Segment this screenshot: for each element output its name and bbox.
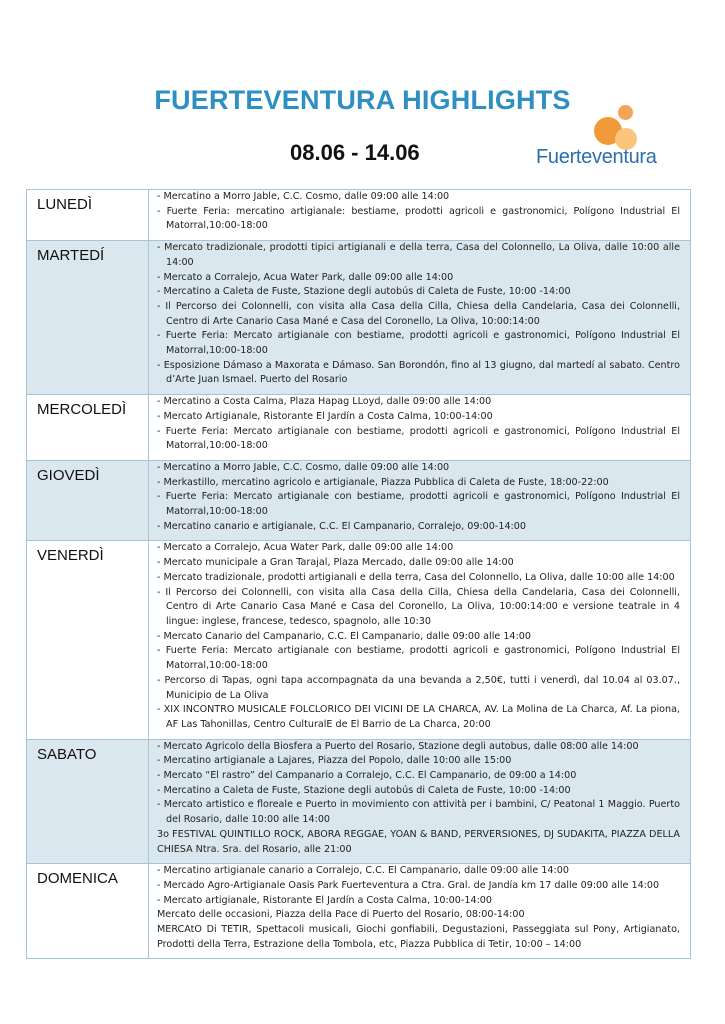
fuerteventura-logo — [532, 103, 692, 173]
day-row — [27, 739, 691, 864]
event-item: - Mercato a Corralejo, Acua Water Park, dalle 09:00 alle 14:00 — [157, 542, 454, 554]
event-item: 3o FESTIVAL QUINTILLO ROCK, ABORA REGGAE, YOAN & BAND, PERVERSIONES, DJ SUDAKITA, PIAZZA DELLA CHIESA Ntra. Sra. del Rosario, alle 21:00 — [157, 828, 680, 855]
day-name: SABATO — [27, 739, 149, 864]
event-item: - Fuerte Feria: Mercato artigianale con bestiame, prodotti agricoli e gastronomici, Polígono Industrial El Matorral,10:00-18:00 — [157, 491, 680, 518]
event-item: - Mercatino artigianale a Lajares, Piazza del Popolo, dalle 10:00 alle 15:00 — [157, 755, 512, 767]
event-item: - Mercato municipale a Gran Tarajal, Plaza Mercado, dalle 09:00 alle 14:00 — [157, 557, 514, 569]
day-name: GIOVEDÌ — [27, 460, 149, 541]
day-row — [27, 241, 691, 395]
event-item: - Mercato Canario del Campanario, C.C. El Campanario, dalle 09:00 alle 14:00 — [157, 630, 531, 642]
event-item: - Mercato tradizionale, prodotti artigianali e della terra, Casa del Colonnello, La Oliva, dalle 10:00 alle 14:00 — [157, 571, 675, 583]
day-row — [27, 460, 691, 541]
day-name: LUNEDÌ — [27, 190, 149, 241]
event-item: - Mercatino a Morro Jable, C.C. Cosmo, dalle 09:00 alle 14:00 — [157, 191, 450, 202]
event-item: - Mercatino artigianale canario a Corralejo, C.C. El Campanario, dalle 09:00 alle 14:00 — [157, 865, 569, 877]
day-events — [149, 460, 691, 541]
day-events — [149, 241, 691, 395]
event-item: - Esposizione Dámaso a Maxorata e Dámaso. San Borondón, fino al 13 giugno, dal martedí al sabato. Centro d’Arte Juan Ismael. Puerto del Rosario — [157, 359, 680, 386]
logo-wordmark: Fuerteventura — [536, 146, 657, 168]
logo-small-dot-icon — [618, 105, 633, 120]
day-row — [27, 864, 691, 959]
event-item: - Mercato “El rastro” del Campanario a Corralejo, C.C. El Campanario, de 09:00 a 14:00 — [157, 770, 577, 782]
event-item: - Fuerte Feria: mercatino artigianale: bestiame, prodotti agricoli e gastronomici, Polígono Industrial El Matorral,10:00-18:00 — [157, 205, 680, 232]
event-item: - Mercato Agricolo della Biosfera a Puerto del Rosario, Stazione degli autobus, dalle 08:00 alle 14:00 — [157, 740, 639, 752]
day-events — [149, 864, 691, 959]
event-item: - Mercatino canario e artigianale, C.C. El Campanario, Corralejo, 09:00-14:00 — [157, 520, 526, 532]
event-item: - Mercado Agro-Artigianale Oasis Park Fuerteventura a Ctra. Gral. de Jandía km 17 dalle 09:00 alle 14:00 — [157, 879, 660, 891]
event-item: MERCAtO Di TETIR, Spettacoli musicali, Giochi gonfiabili, Degustazioni, Passeggiata sul Pony, Artigianato, Prodotti della Terra, Estrazione della Tombola, etc, Piazza Pubblica di Tetir, 10:00 – 14:00 — [157, 924, 680, 950]
event-item: Mercato delle occasioni, Piazza della Pace di Puerto del Rosario, 08:00-14:00 — [157, 909, 525, 921]
page-title: FUERTEVENTURA HIGHLIGHTS — [154, 85, 571, 115]
event-item: - Mercato tradizionale, prodotti tipici artigianali e della terra, Casa del Colonnello, La Oliva, dalle 10:00 alle 14:00 — [157, 242, 680, 268]
day-row — [27, 541, 691, 739]
event-item: - Il Percorso dei Colonnelli, con visita alla Casa della Cilla, Chiesa della Candelaria, Casa dei Colonnelli, Centro di Arte Canario Casa Mané e Casa del Coronello, La Oliva, 10:00:14:00 e versione teatrale in 4 lingue: inglese, francese, tedesco, spagnolo, alle 10:30 — [157, 586, 680, 627]
event-item: - Mercato artistico e floreale e Puerto in movimiento con attività per i bambini, C/ Peatonal 1 Maggio. Puerto del Rosario, dalle 10:00 alle 14:00 — [157, 799, 680, 826]
event-item: - Fuerte Feria: Mercato artigianale con bestiame, prodotti agricoli e gastronomici, Polígono Industrial El Matorral,10:00-18:00 — [157, 645, 680, 672]
day-row — [27, 395, 691, 461]
event-item: - Mercatino a Morro Jable, C.C. Cosmo, dalle 09:00 alle 14:00 — [157, 461, 450, 473]
day-events — [149, 739, 691, 864]
day-row — [27, 190, 691, 241]
event-item: - Mercatino a Costa Calma, Plaza Hapag LLoyd, dalle 09:00 alle 14:00 — [157, 396, 492, 408]
event-item: - Merkastillo, mercatino agricolo e artigianale, Piazza Pubblica di Caleta de Fuste, 18:00-22:00 — [157, 476, 609, 488]
day-events — [149, 190, 691, 241]
date-range: 08.06 - 14.06 — [290, 140, 420, 165]
event-item: - Mercato a Corralejo, Acua Water Park, dalle 09:00 alle 14:00 — [157, 271, 454, 283]
event-item: - XIX INCONTRO MUSICALE FOLCLORICO DEI VICINI DE LA CHARCA, AV. La Molina de La Charca, Af. La piona, AF Las Tahonillas, Centro CulturalE de El Barrio de La Charca, 20:00 — [157, 704, 680, 730]
event-item: - Mercatino a Caleta de Fuste, Stazione degli autobús di Caleta de Fuste, 10:00 -14:00 — [157, 784, 571, 796]
day-events — [149, 541, 691, 739]
event-item: - Il Percorso dei Colonnelli, con visita alla Casa della Cilla, Chiesa della Candelaria, Casa dei Colonnelli, Centro di Arte Canario Casa Mané e Casa del Coronello, La Oliva, 10:00:14:00 — [157, 300, 680, 327]
weekly-schedule-table — [26, 189, 691, 959]
event-item: - Mercato Artigianale, Ristorante El Jardín a Costa Calma, 10:00-14:00 — [157, 410, 493, 422]
event-item: - Percorso di Tapas, ogni tapa accompagnata da una bevanda a 2,50€, tutti i venerdì, dal 10.04 al 03.07., Municipio de La Oliva — [157, 674, 680, 701]
event-item: - Fuerte Feria: Mercato artigianale con bestiame, prodotti agricoli e gastronomici, Polígono Industrial El Matorral,10:00-18:00 — [157, 330, 680, 357]
day-name: VENERDÌ — [27, 541, 149, 739]
day-name: MARTEDÍ — [27, 241, 149, 395]
event-item: - Mercatino a Caleta de Fuste, Stazione degli autobús di Caleta de Fuste, 10:00 -14:00 — [157, 286, 571, 298]
day-name: DOMENICA — [27, 864, 149, 959]
event-item: - Mercato artigianale, Ristorante El Jardín a Costa Calma, 10:00-14:00 — [157, 894, 493, 906]
day-events — [149, 395, 691, 461]
day-name: MERCOLEDÌ — [27, 395, 149, 461]
event-item: - Fuerte Feria: Mercato artigianale con bestiame, prodotti agricoli e gastronomici, Polígono Industrial El Matorral,10:00-18:00 — [157, 425, 680, 452]
